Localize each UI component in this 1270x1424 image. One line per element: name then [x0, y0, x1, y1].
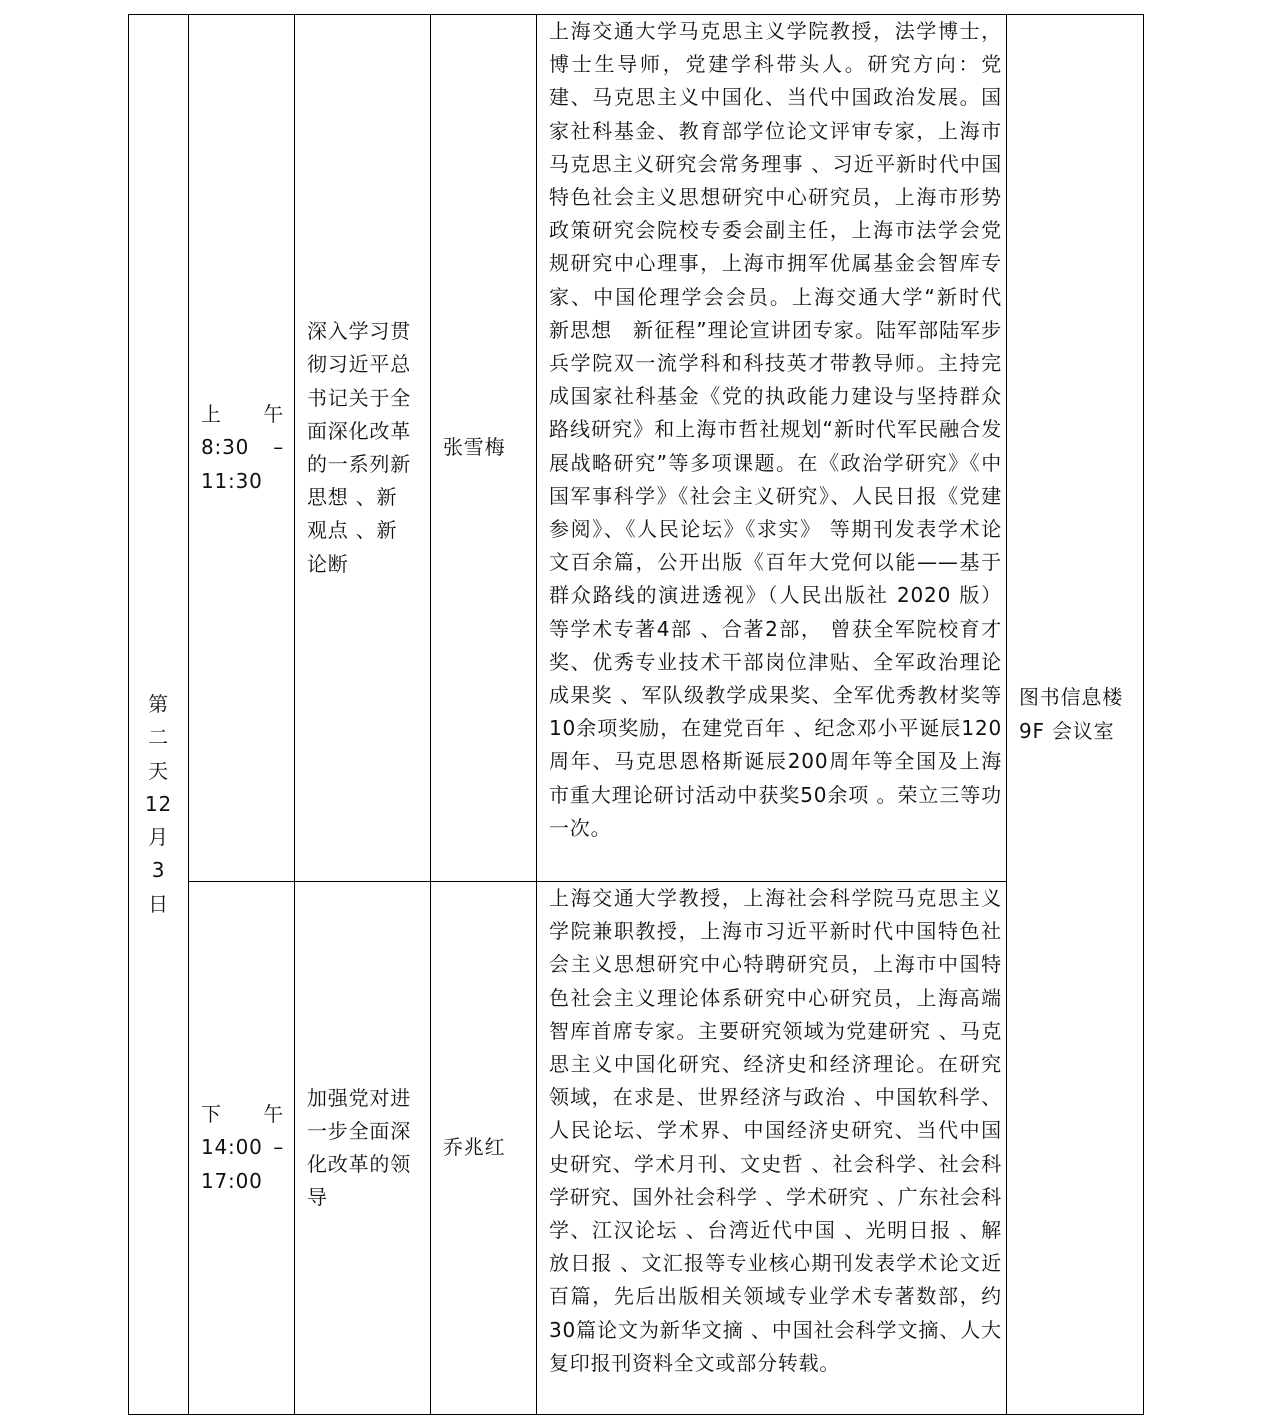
session-start: 14:00 –	[201, 1135, 284, 1160]
table-row	[129, 882, 1144, 1415]
session-topic: 加强党对进一步全面深化改革的领导	[295, 882, 431, 1415]
session-time-cell	[189, 882, 295, 1415]
session-end: 17:00	[201, 1168, 263, 1193]
schedule-table	[128, 14, 1144, 1415]
session-period: 上 午	[201, 402, 284, 427]
session-end: 11:30	[201, 468, 263, 493]
session-period: 下 午	[201, 1102, 284, 1127]
session-time-cell	[189, 15, 295, 882]
speaker-bio: 上海交通大学马克思主义学院教授，法学博士，博士生导师，党建学科带头人。研究方向：党建、马克思主义中国化、当代中国政治发展。国家社科基金、教育部学位论文评审专家，上海市马克思主义研究会常务理事 、习近平新时代中国特色社会主义思想研究中心研究员，上海市形势政策研究会院校专委会副主任，上海市法学会党规研究中心理事，上海市拥军优属基金会智库专家、中国伦理学会会员。上海交通大学“新时代 新思想 新征程”理论宣讲团专家。陆军部陆军步兵学院双一流学科和科技英才带教导师。主持完成国家社科基金《党的执政能力建设与坚持群众路线研究》和上海市哲社规划“新时代军民融合发展战略研究”等多项课题。在《政治学研究》《中国军事科学》《社会主义研究》、人民日报《党建参阅》、《人民论坛》《求实》 等期刊发表学术论文百余篇，公开出版《百年大党何以能——基于群众路线的演进透视》（人民出版社 2020 版）等学术专著4部 、合著2部， 曾获全军院校育才奖、优秀专业技术干部岗位津贴、全军政治理论成果奖 、军队级教学成果奖、全军优秀教材奖等10余项奖励，在建党百年 、纪念邓小平诞辰120周年、马克思恩格斯诞辰200周年等全国及上海市重大理论研讨活动中获奖50余项 。荣立三等功一次。	[537, 15, 1007, 882]
session-speaker: 乔兆红	[431, 882, 537, 1415]
speaker-bio: 上海交通大学教授，上海社会科学院马克思主义学院兼职教授，上海市习近平新时代中国特色社会主义思想研究中心特聘研究员，上海市中国特色社会主义理论体系研究中心研究员，上海高端智库首席专家。主要研究领域为党建研究 、马克思主义中国化研究、经济史和经济理论。在研究领域，在求是、世界经济与政治 、中国软科学、人民论坛、学术界、中国经济史研究、当代中国史研究、学术月刊、文史哲 、社会科学、社会科学研究、国外社会科学 、学术研究 、广东社会科学、江汉论坛 、台湾近代中国 、光明日报 、解放日报 、文汇报等专业核心期刊发表学术论文近百篇，先后出版相关领域专业学术专著数部，约30篇论文为新华文摘 、中国社会科学文摘、人大复印报刊资料全文或部分转载。	[537, 882, 1007, 1415]
table-row	[129, 15, 1144, 882]
day-label: 第 二 天 12 月 3 日	[144, 692, 173, 916]
day-cell	[129, 15, 189, 1415]
venue: 图书信息楼 9F 会议室	[1007, 15, 1144, 1415]
session-speaker: 张雪梅	[431, 15, 537, 882]
session-topic: 深入学习贯彻习近平总书记关于全面深化改革的一系列新思想 、新观点 、新论断	[295, 15, 431, 882]
session-start: 8:30 –	[201, 435, 284, 460]
